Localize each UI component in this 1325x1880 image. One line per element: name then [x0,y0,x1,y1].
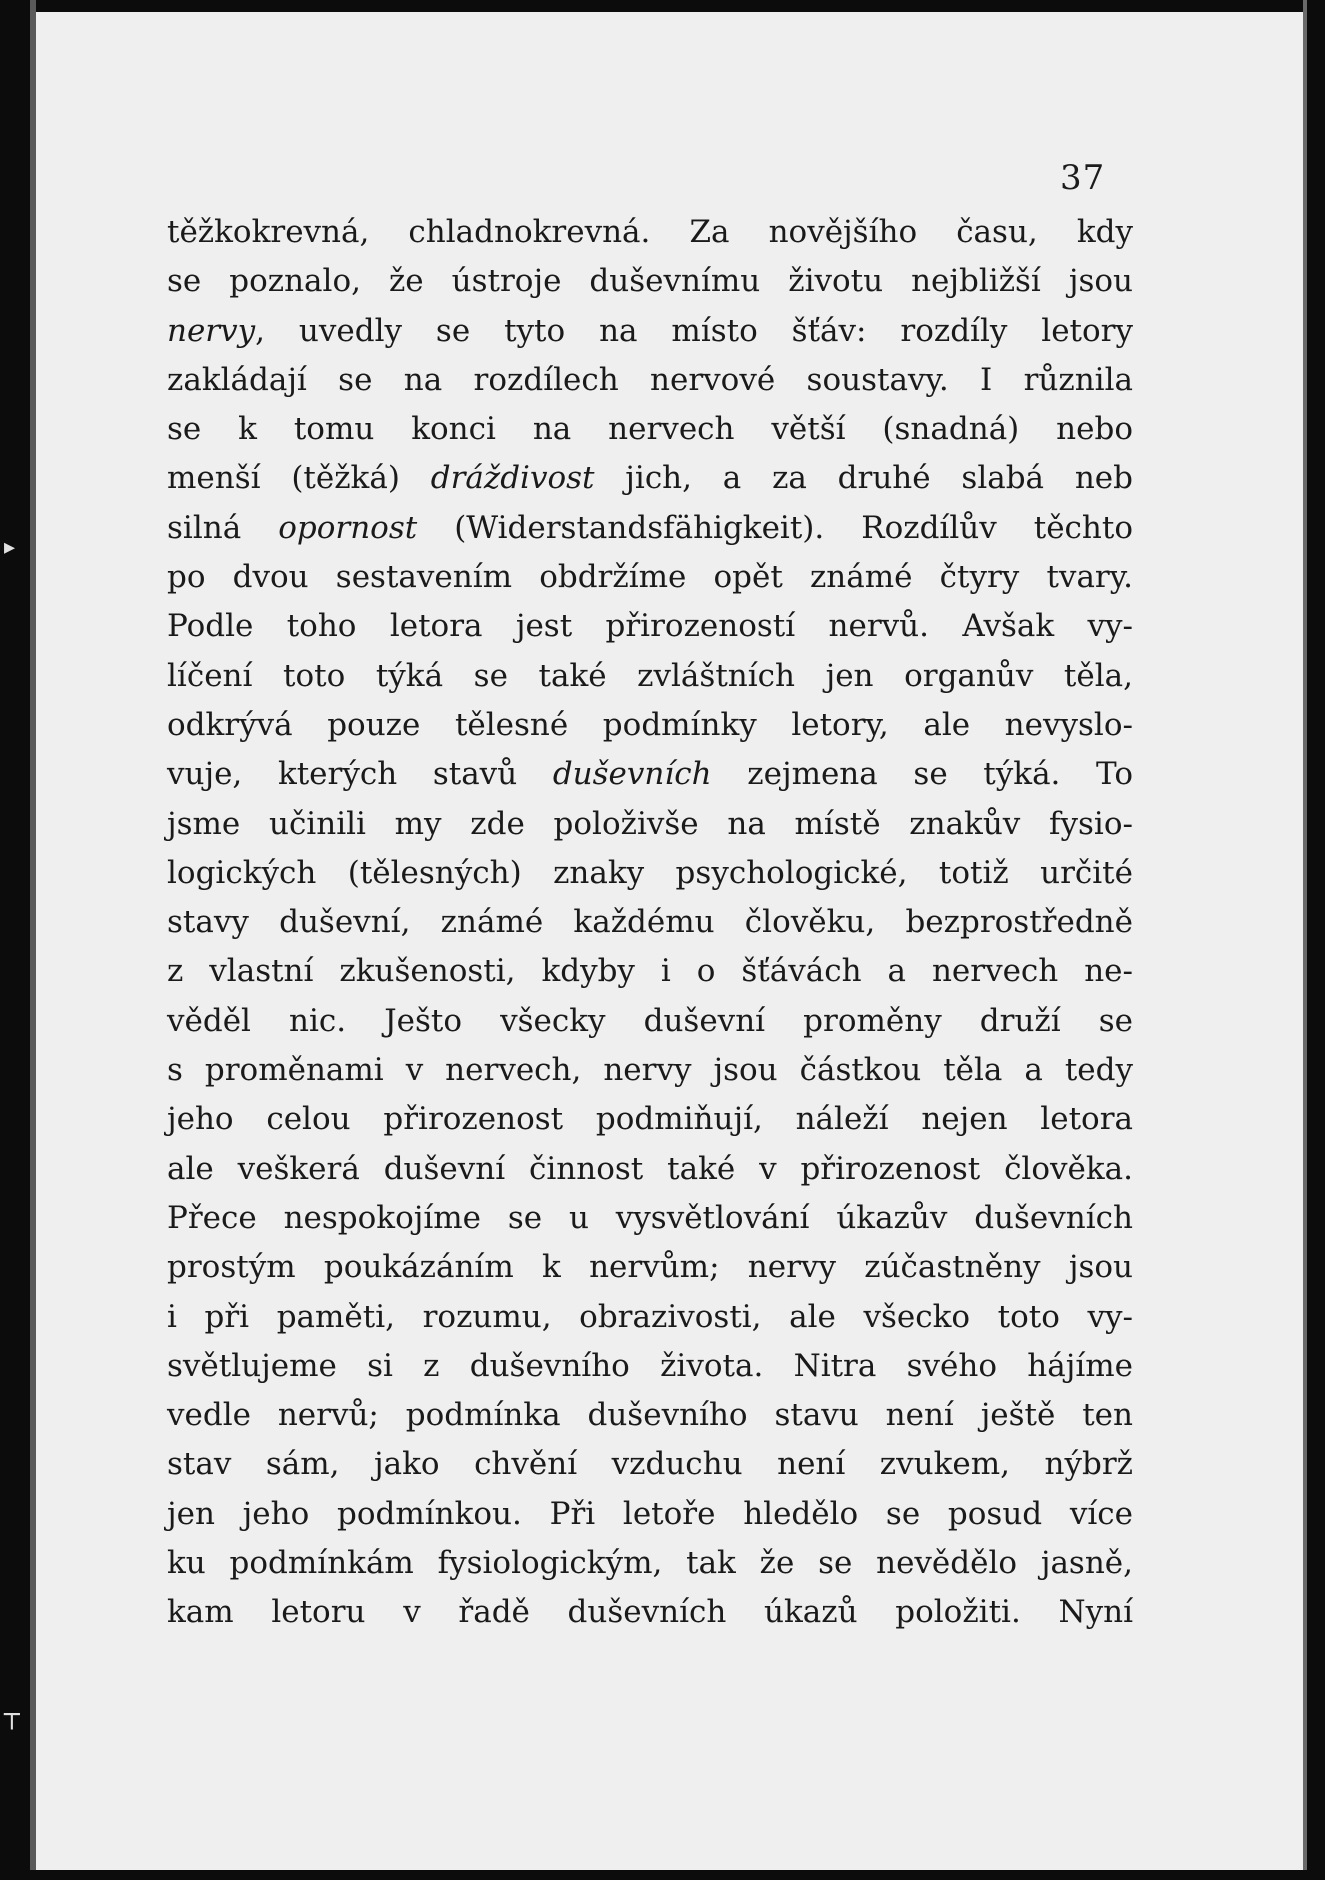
scan-border-left-shadow [30,0,36,1880]
text-segment: kam letoru v řadě duševních úkazů položiti. Nyní [167,1594,1133,1631]
text-segment: prostým poukázáním k nervům; nervy zúčastněny jsou [167,1249,1133,1286]
text-line [167,1095,1133,1144]
text-line [167,1539,1133,1588]
text-line [167,553,1133,602]
text-segment: odkrývá pouze tělesné podmínky letory, ale nevyslo- [167,706,1133,743]
text-segment: se poznalo, že ústroje duševnímu životu nejbližší jsou [167,263,1133,300]
text-line [167,356,1133,405]
text-line [167,602,1133,651]
text-segment: z vlastní zkušenosti, kdyby i o šťávách a nervech ne- [167,953,1133,990]
text-segment: (Widerstandsfähigkeit). Rozdílův těchto [417,509,1133,546]
text-segment: věděl nic. Ješto všecky duševní proměny druží se [167,1002,1133,1039]
italic-term: dráždivost [430,460,595,497]
text-segment: silná [167,509,279,546]
text-line [167,800,1133,849]
text-line [167,1490,1133,1539]
text-line [167,849,1133,898]
text-line [167,1243,1133,1292]
scan-border-left [0,0,30,1880]
text-line [167,1588,1133,1637]
italic-term: opornost [278,509,418,546]
text-segment: zakládají se na rozdílech nervové soustavy. I různila [167,361,1133,398]
text-segment: ale veškerá duševní činnost také v přirozenost člověka. [167,1150,1133,1187]
text-line [167,1391,1133,1440]
text-line [167,454,1133,503]
text-line [167,1293,1133,1342]
text-segment: zejmena se týká. To [711,756,1133,793]
text-segment: vuje, kterých stavů [167,756,553,793]
text-line [167,750,1133,799]
text-segment: po dvou sestavením obdržíme opět známé čtyry tvary. [167,559,1133,596]
scan-border-right-shadow [1303,0,1307,1880]
text-segment: stav sám, jako chvění vzduchu není zvukem, nýbrž [167,1446,1133,1483]
scan-border-top [0,0,1325,12]
text-segment: s proměnami v nervech, nervy jsou částkou těla a tedy [167,1052,1133,1089]
text-line [167,1440,1133,1489]
text-line [167,208,1133,257]
text-segment: vedle nervů; podmínka duševního stavu není ještě ten [167,1397,1133,1434]
text-segment: jich, a za druhé slabá neb [594,460,1133,497]
text-segment: se k tomu konci na nervech větší (snadná) nebo [167,411,1133,448]
margin-tick-mark: ┬ [4,1700,20,1730]
text-segment: jeho celou přirozenost podmiňují, náleží nejen letora [167,1101,1133,1138]
text-segment: ku podmínkám fysiologickým, tak že se nevědělo jasně, [167,1545,1133,1582]
text-segment: jsme učinili my zde položivše na místě znakův fysio- [167,805,1133,842]
margin-tick-mark: ▸ [4,535,16,560]
text-segment: Přece nespokojíme se u vysvětlování úkazův duševních [167,1199,1133,1236]
text-segment: logických (tělesných) znaky psychologické, totiž určité [167,854,1133,891]
text-line [167,307,1133,356]
italic-term: duševních [552,756,712,793]
text-segment: i při paměti, rozumu, obrazivosti, ale všecko toto vy- [167,1298,1133,1335]
text-segment: líčení toto týká se také zvláštních jen organův těla, [167,657,1133,694]
text-line [167,405,1133,454]
text-segment: těžkokrevná, chladnokrevná. Za novějšího času, kdy [167,214,1133,250]
text-segment: světlujeme si z duševního života. Nitra svého hájíme [167,1347,1133,1384]
text-line [167,1046,1133,1095]
text-segment: menší (těžká) [167,460,431,497]
text-line [167,898,1133,947]
text-line [167,504,1133,553]
scan-border-bottom [0,1870,1325,1880]
text-line [167,1145,1133,1194]
body-text [167,208,1133,1638]
page-number: 37 [1060,158,1106,198]
text-line [167,997,1133,1046]
text-line [167,701,1133,750]
italic-term: nervy [167,312,256,349]
scan-border-right [1307,0,1325,1880]
text-segment: stavy duševní, známé každému člověku, bezprostředně [167,904,1133,941]
text-line [167,1342,1133,1391]
text-line [167,1194,1133,1243]
text-line [167,947,1133,996]
text-line [167,652,1133,701]
text-segment: , uvedly se tyto na místo šťáv: rozdíly letory [255,312,1133,349]
text-segment: Podle toho letora jest přirozeností nervů. Avšak vy- [167,608,1133,645]
text-segment: jen jeho podmínkou. Při letoře hledělo se posud více [167,1495,1133,1532]
text-line [167,257,1133,306]
